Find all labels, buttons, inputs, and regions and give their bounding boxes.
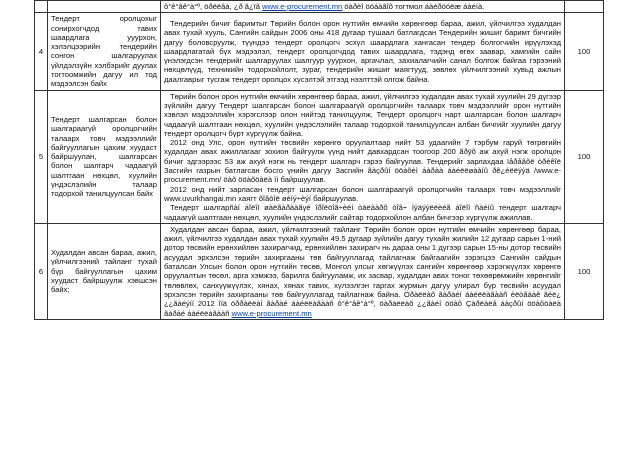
score-cell (565, 1, 604, 13)
score-value: 100 (565, 223, 604, 319)
description-cell (161, 13, 565, 90)
row-number: 6 (35, 223, 48, 319)
description-paragraph: Тендерт шалгарñàí áîëîí øàëãàðààãүé îðîëöîã÷èéí òàëààðõ òîâ÷ ìýäýýëëèéã áîëîí ñàéíû тендерт шалгарч чадаагүй шалтгаан нөхцөл, хуулийн үндэслэлийг сайтар тодорхойлон албан бичгээр хүргүүлж ажиллав. (164, 203, 561, 222)
criterion-text: Тендерт оролцохыг сонирхогчдод тавих шаардлага ууурхон, хэлэлцээрийн тендерийн сонгон шалгаруулах үйлдэлзүйн хэлбэрийг дуулах тогтоомжийн дагуу ил тод мэдээлсэн байх (48, 13, 161, 90)
criterion-text: Худалдан авсан бараа, ажил, үйлчилгээний тайланг тухай бүр байгууллагын цахим хуудаст байршуулж хэвшсэн байх; (48, 223, 161, 319)
table-row (35, 223, 604, 319)
e-procurement-link[interactable]: www.e-procurement.mn (231, 308, 312, 318)
table-row (35, 90, 604, 223)
description-cell (161, 90, 565, 223)
row-number-cell (35, 1, 48, 13)
description-paragraph: 2012 онд нийт зарласан тендерт шалгарсан болон шалгараагүй оролцогчийн талаарх товч мэдээллийг www.uvurkhangai.mn хаягт õîâòîë øèíý÷èýí байршуулав. (164, 184, 561, 203)
description-paragraph: 2012 онд Улс, орон нутгийн төсвийн хөрөнгө оруулалтаар нийт 53 удаагийн 7 тэрбум гаруй төгрөгийн худалдан авах ажиллагааг зохион байгуулж үүнд нийт давхардсан тоогоор 200 ãðÿõ аж ахуй нэгж оролцон бичиг эдгээрээс 53 аж ахуй нэгж нь тендерт шалгарч гэрээ байгуулав. Тендерийг зарлахдаа ïåðåâõë òðèêîë Засгийн газрын батлагсан босго үнийн дагуу Засгийн ãàçðûí ööàõèì áàðàà áàéëëøààíû ðê¿éëëýýä /www.e-procurement.mn/ öàõ ööàõöàëà ìì байршуулав. (164, 138, 561, 185)
continued-text-end: öàðèî ööáàãîõ тогтмол áàéðóóëæ áàéíà. (342, 2, 485, 11)
description-cell (161, 1, 565, 13)
row-number: 4 (35, 13, 48, 90)
score-value: 100 (565, 13, 604, 90)
row-number: 5 (35, 90, 48, 223)
evaluation-table (34, 0, 604, 320)
score-value: 100 (565, 90, 604, 223)
table-row (35, 13, 604, 90)
criterion-cell (48, 1, 161, 13)
table-row-continued (35, 1, 604, 13)
description-paragraph (164, 225, 561, 318)
description-paragraph: Тендерийн бичиг баримтыг Төрийн болон орон нутгийн өмчийн хөрөнгөөр бараа, ажил, үйлчилгээ худалдан авах тухай хууль, Сангийн сайдын 2006 оны 418 дугаар тушаал батлагдсан Тендерийн жишиг баримт бичгийн дагуу боловсруулж, түүндээ тендерт оролцогч эсхүл шаардлага хангасан тендер болгогчийн ирүүлэхэд шаардлагатай бүх мэдээлэл, тендерт оролцогчдод тавих шаардлага, тэдэнд өгөх заавар, хамгийн сайн үнэлэгдсэн тендерийг шалгаруулах шалгуур ууурхон, аргачлал, захиалагчийн санал болгож байгаа гэрээний нөхцөлүүд, техникийн тодорхойлолт, зураг, тендерийн жишиг маягтууд, зөвлөх үйлчилгээний хувьд ажлын даалгаврыг тусгаж тендерт оролцох хүсэлтэй этгээд нээлттэй олгож байна. (164, 18, 561, 84)
description-cell (161, 223, 565, 319)
e-procurement-link[interactable]: www.e-procurement.mn (262, 2, 343, 11)
criterion-text: Тендерт шалгарсан болон шалгараагүй оролцогчийн талаарх товч мэдээллийг байгууллагын цахим хуудаст байршуулан, шалгарсан болон шалгарч чадаагүй шалтгаан нөхцөл, хуулийн үндэслэлийн талаар тодорхой танилцуулсан байх (48, 90, 161, 223)
description-text: Худалдан авсан бараа, ажил, үйлчилгээний тайланг Төрийн болон орон нутгийн өмчийн хөрөнгөөр бараа, ажил, үйлчилгээ худалдан авах тухай хуулийн 49.5 дугаар зүйлийн дагуу тухайн жилийн 12 дугаар сарын 1-ний дотор төсвийн ерөнхийлөн захирагчид, ерөнхийлөн захирагч нь дараа оны 1 дүгээр сарын 15-ны дотор төсвийн асуудал эрхэлсэн төрийн захиргааны төв байгууллагад тайлагнаж байгаагийн зэрэгцээ Сангийн сайдын баталсан Улсын болон орон нутгийн төсөв, Монгол улсыг хөгжүүлэх сангийн хөрөнгөөр хэрэгжүүлэх хөрөнгө оруулалтын төсөл, арга хэмжээ, барилга байгууламж, их засвар, худалдан авах тоног төхөөрөмжийн хөрөнгийг төлөвлөх, санхүүжүүлэх, хянах, хянах тавих, хүлээлгэн гаргах журмын дагуу улирал бүр төсвийн асуудал эрхэлсэн төрийн захиргааны төв байгууллагад тайлагнаж байна. Öðàëëàõ ãàðàéí áàéëëàãààñ èëòãààê ãéë¿ ¿¿ãàéýíí 2012 îíä öððàëëàí ãàðàé áàéëëàãààñ ô°ê°âê°à°º, öàðàëëàõ ¿¿ãàéí ööàõ Çàðëàëå áàçðûí ööàõöàëà ãàðàé áàéëëàãààñ (164, 224, 561, 318)
description-paragraph: Төрийн болон орон нутгийн өмчийн хөрөнгөөр бараа, ажил, үйлчилгээ худалдан авах тухай хуулийн 29 дүгээр зүйлийн дагуу Тендерт шалгарсан болон шалгараагүй оролцогчийн талаарх товч мэдээллийг орон нутгийн хэвлэл мэдээллийн хэрэгслээр олон нийтэд танилцуулж, Тендерт оролцогч нарт шалгарсан болон шалгарч чадаагүй шалтгаан нөхцөл, хуулийн үндэслэлийн талаар тодорхой танилцуулсан албан бичгийг хуулийн дагуу тендерт оролцогч бүрт хүргүүлж байна. (164, 91, 561, 138)
continued-text: ô°ê°âê°à°º, öðëëâà, ¿ð â¿ïã (164, 2, 263, 11)
